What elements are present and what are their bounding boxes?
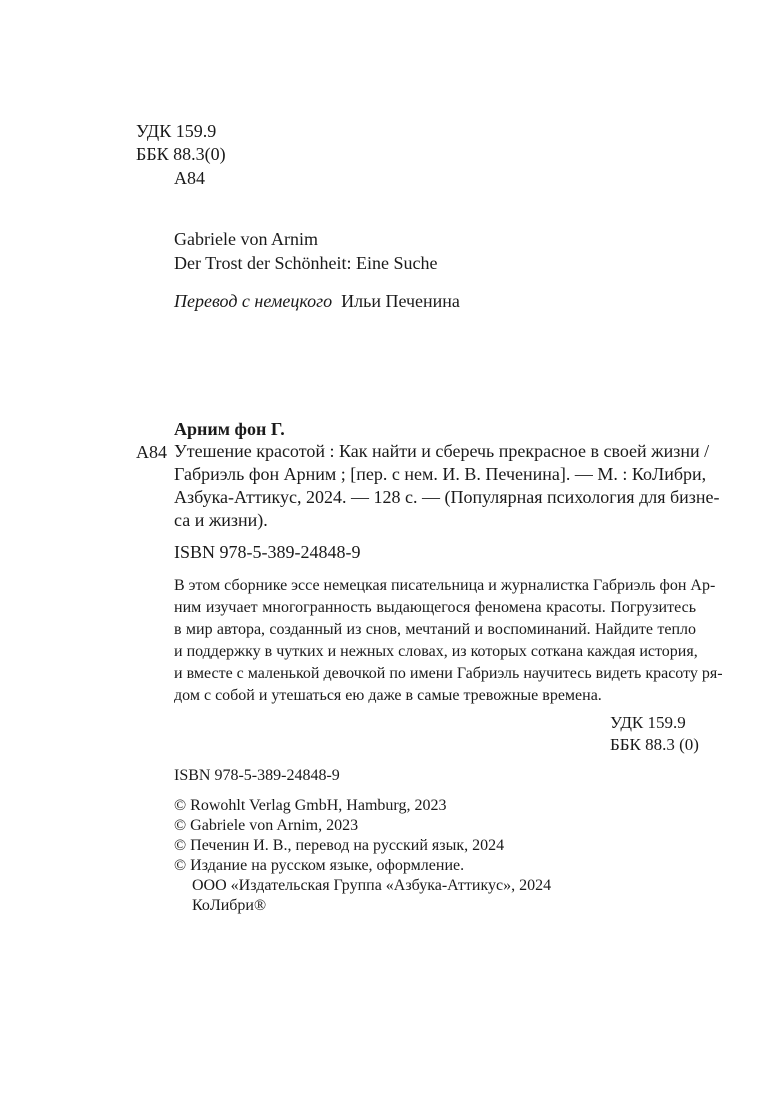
isbn-main: ISBN 978-5-389-24848-9 [174,542,361,562]
translator-credit [174,290,460,313]
biblio-line: са и жизни). [174,510,268,530]
biblio-line: Габриэль фон Арним ; [пер. с нем. И. В. Печенина]. — М. : КоЛибри, [174,464,707,484]
bbk-code-right: ББК 88.3 (0) [610,735,699,754]
annotation-line: в мир автора, созданный из снов, мечтаний и воспоминаний. Найдите тепло [174,621,696,638]
bibliographic-description [174,440,720,532]
copyright-line-indented: ООО «Издательская Группа «Азбука-Аттикус», 2024 [192,877,552,894]
bbk-code: ББК 88.3(0) [136,144,226,164]
classification-codes-right [610,712,699,756]
copyright-line: © Издание на русском языке, оформление. [174,857,465,874]
copyright-line: © Печенин И. В., перевод на русский язык, 2024 [174,837,505,854]
classification-codes [136,120,226,166]
biblio-line: Утешение красотой : Как найти и сберечь прекрасное в своей жизни / [174,441,710,461]
annotation-line: и поддержку в чутких и нежных словах, из которых соткана каждая история, [174,643,698,660]
biblio-line: Азбука-Аттикус, 2024. — 128 с. — (Популярная психология для бизне- [174,487,720,507]
isbn-second: ISBN 978-5-389-24848-9 [174,767,340,784]
author-mark: А84 [174,168,205,188]
translation-label: Перевод с немецкого [174,291,333,311]
copyright-block [174,795,551,915]
udk-code-right: УДК 159.9 [610,713,686,732]
copyright-line: © Rowohlt Verlag GmbH, Hamburg, 2023 [174,797,447,814]
annotation-line: дом с собой и утешаться ею даже в самые тревожные времена. [174,687,602,704]
original-author: Gabriele von Arnim [174,229,318,249]
annotation [174,575,723,707]
original-title: Der Trost der Schönheit: Eine Suche [174,253,438,273]
copyright-line: © Gabriele von Arnim, 2023 [174,817,359,834]
annotation-line: ним изучает многогранность выдающегося феномена красоты. Погрузитесь [174,599,696,616]
catalog-author-mark: А84 [136,442,167,462]
copyright-line-indented: КоЛибри® [192,897,267,914]
annotation-line: и вместе с маленькой девочкой по имени Габриэль научитесь видеть красоту ря- [174,665,723,682]
udk-code: УДК 159.9 [136,121,217,141]
catalog-heading: Арним фон Г. [174,419,285,439]
annotation-line: В этом сборнике эссе немецкая писательница и журналистка Габриэль фон Ар- [174,577,716,594]
translator-name: Ильи Печенина [341,291,460,311]
